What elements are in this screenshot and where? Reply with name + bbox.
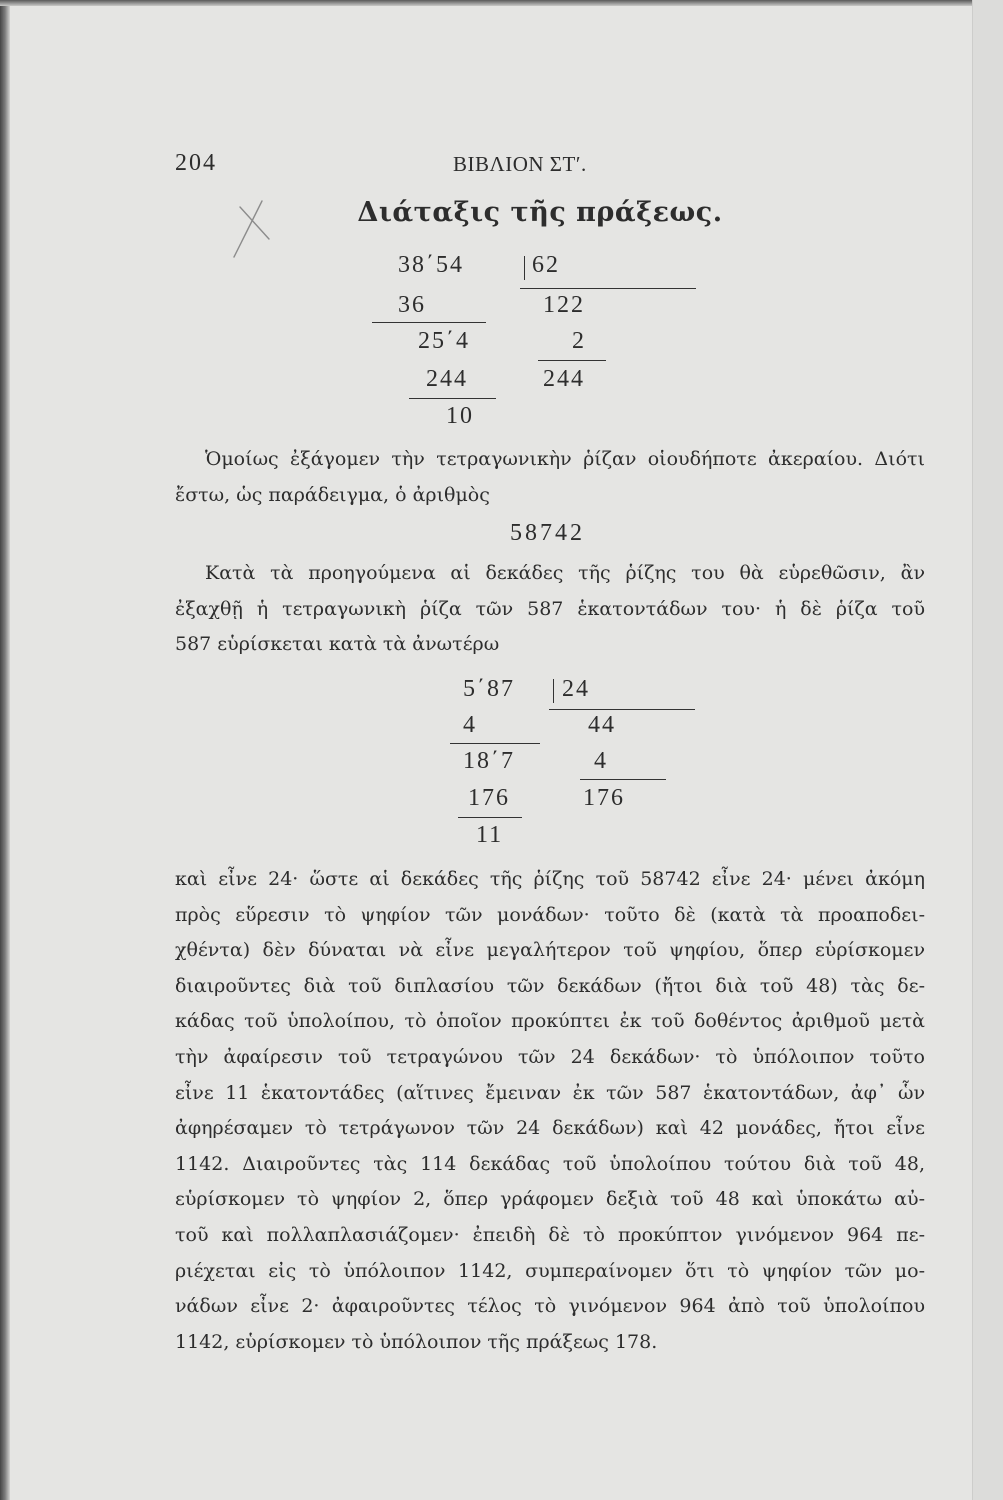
paragraph	[175, 556, 925, 663]
left-column-value: 176	[468, 785, 510, 811]
text-line: ἀφηρέσαμεν τὸ τετράγωνον τῶν 24 δεκάδων) καὶ 42 μονάδες, ἤτοι εἶνε	[175, 1117, 925, 1140]
text-line: 1142, εὑρίσκομεν τὸ ὑπόλοιπον τῆς πράξεως 178.	[175, 1330, 658, 1353]
remainder: 10	[446, 403, 474, 429]
text-line: 587 εὑρίσκεται κατὰ τὰ ἀνωτέρω	[175, 633, 500, 656]
scan-edge-left	[0, 0, 10, 1500]
text-line: κάδας τοῦ ὑπολοίπου, τὸ ὁποῖον προκύπτει ἐκ τοῦ δοθέντος ἀριθμοῦ μετὰ	[175, 1010, 925, 1033]
text-line: εἶνε 11 ἑκατοντάδες (αἵτινες ἔμειναν ἐκ τῶν 587 ἑκατοντάδων, ἀφ᾿ ὧν	[175, 1081, 925, 1104]
remainder: 11	[476, 822, 504, 848]
text-line: εὑρίσκομεν τὸ ψηφίον 2, ὅπερ γράφομεν δεξιὰ τοῦ 48 καὶ ὑποκάτω αὐ-	[175, 1188, 925, 1211]
subtraction-rule	[409, 398, 496, 399]
scan-edge-right	[972, 0, 1003, 1500]
text-line: νάδων εἶνε 2· ἀφαιροῦντες τέλος τὸ γινόμενον 964 ἀπὸ τοῦ ὑπολοίπου	[175, 1295, 925, 1318]
paragraph	[175, 862, 925, 1360]
text-line: 1142. Διαιροῦντες τὰς 114 δεκάδας τοῦ ὑπολοίπου τούτου διὰ τοῦ 48,	[175, 1152, 925, 1175]
text-line: πρὸς εὕρεσιν τὸ ψηφίον τῶν μονάδων· τοῦτο δὲ (κατὰ τὰ προαποδει-	[175, 903, 925, 926]
text-line: τὴν ἀφαίρεσιν τοῦ τετραγώνου τῶν 24 δεκάδων· τὸ ὑπόλοιπον τοῦτο	[175, 1045, 925, 1068]
text-line: ἔστω, ὡς παράδειγμα, ὁ ἀριθμὸς	[175, 483, 490, 506]
subtraction-rule	[372, 322, 486, 323]
text-line: χθέντα) δὲν δύναται νὰ εἶνε μεγαλήτερον τοῦ ψηφίου, ὅπερ εὑρίσκομεν	[175, 939, 925, 962]
text-line: διαιροῦντες διὰ τοῦ διπλασίου τῶν δεκάδων (ἤτοι διὰ τοῦ 48) τὰς δε-	[175, 974, 925, 997]
text-line: Κατὰ τὰ προηγούμενα αἱ δεκάδες τῆς ῥίζης του θὰ εὑρεθῶσιν, ἂν	[205, 562, 925, 584]
text-line: Ὁμοίως ἐξάγομεν τὴν τετραγωνικὴν ῥίζαν οἱουδήποτε ἀκεραίου. Διότι	[205, 448, 925, 470]
pencil-stroke	[234, 201, 262, 257]
running-title: ΒΙΒΛΙΟΝ ΣΤʹ.	[453, 152, 587, 176]
subtraction-rule	[458, 817, 522, 818]
section-title: Διάταξις τῆς πράξεως.	[357, 197, 723, 228]
page-number: 204	[175, 150, 217, 176]
root-rule	[549, 709, 695, 710]
text-line: ἐξαχθῇ ἡ τετραγωνικὴ ῥίζα τῶν 587 ἑκατοντάδων του· ἡ δὲ ῥίζα τοῦ	[175, 597, 925, 620]
right-column-value: 2	[572, 328, 586, 354]
right-column-value: 122	[543, 292, 585, 318]
right-column-value: 44	[588, 712, 616, 738]
text-line: καὶ εἶνε 24· ὥστε αἱ δεκάδες τῆς ῥίζης τοῦ 58742 εἶνε 24· μένει ἀκόμη	[175, 868, 925, 890]
text-line: ριέχεται εἰς τὸ ὑπόλοιπον 1142, συμπεραίνομεν ὅτι τὸ ψηφίον τῶν μο-	[175, 1259, 925, 1282]
product-rule	[538, 360, 606, 361]
example-number: 58742	[510, 520, 585, 546]
left-column-value: 4	[463, 712, 477, 738]
subtraction-rule	[450, 743, 540, 744]
product-rule	[580, 779, 666, 780]
left-column-value: 244	[426, 366, 468, 392]
radicand: 5΄87	[463, 676, 515, 702]
radicand: 38΄54	[398, 252, 464, 278]
root-result: 24	[562, 676, 590, 702]
left-column-value: 18΄7	[463, 748, 515, 774]
right-column-value: 4	[594, 748, 608, 774]
right-column-value: 176	[583, 785, 625, 811]
root-divider-bar	[524, 256, 525, 280]
text-line: τοῦ καὶ πολλαπλασιάζομεν· ἐπειδὴ δὲ τὸ προκύπτον γινόμενον 964 πε-	[175, 1223, 925, 1246]
scan-edge-top	[0, 0, 1003, 6]
root-divider-bar	[553, 679, 554, 703]
root-result: 62	[532, 252, 560, 278]
root-rule	[520, 288, 696, 289]
paragraph	[175, 442, 925, 513]
pencil-x-mark	[225, 195, 280, 265]
left-column-value: 36	[398, 292, 426, 318]
left-column-value: 25΄4	[418, 328, 470, 354]
right-column-value: 244	[543, 366, 585, 392]
pencil-stroke	[240, 207, 269, 239]
